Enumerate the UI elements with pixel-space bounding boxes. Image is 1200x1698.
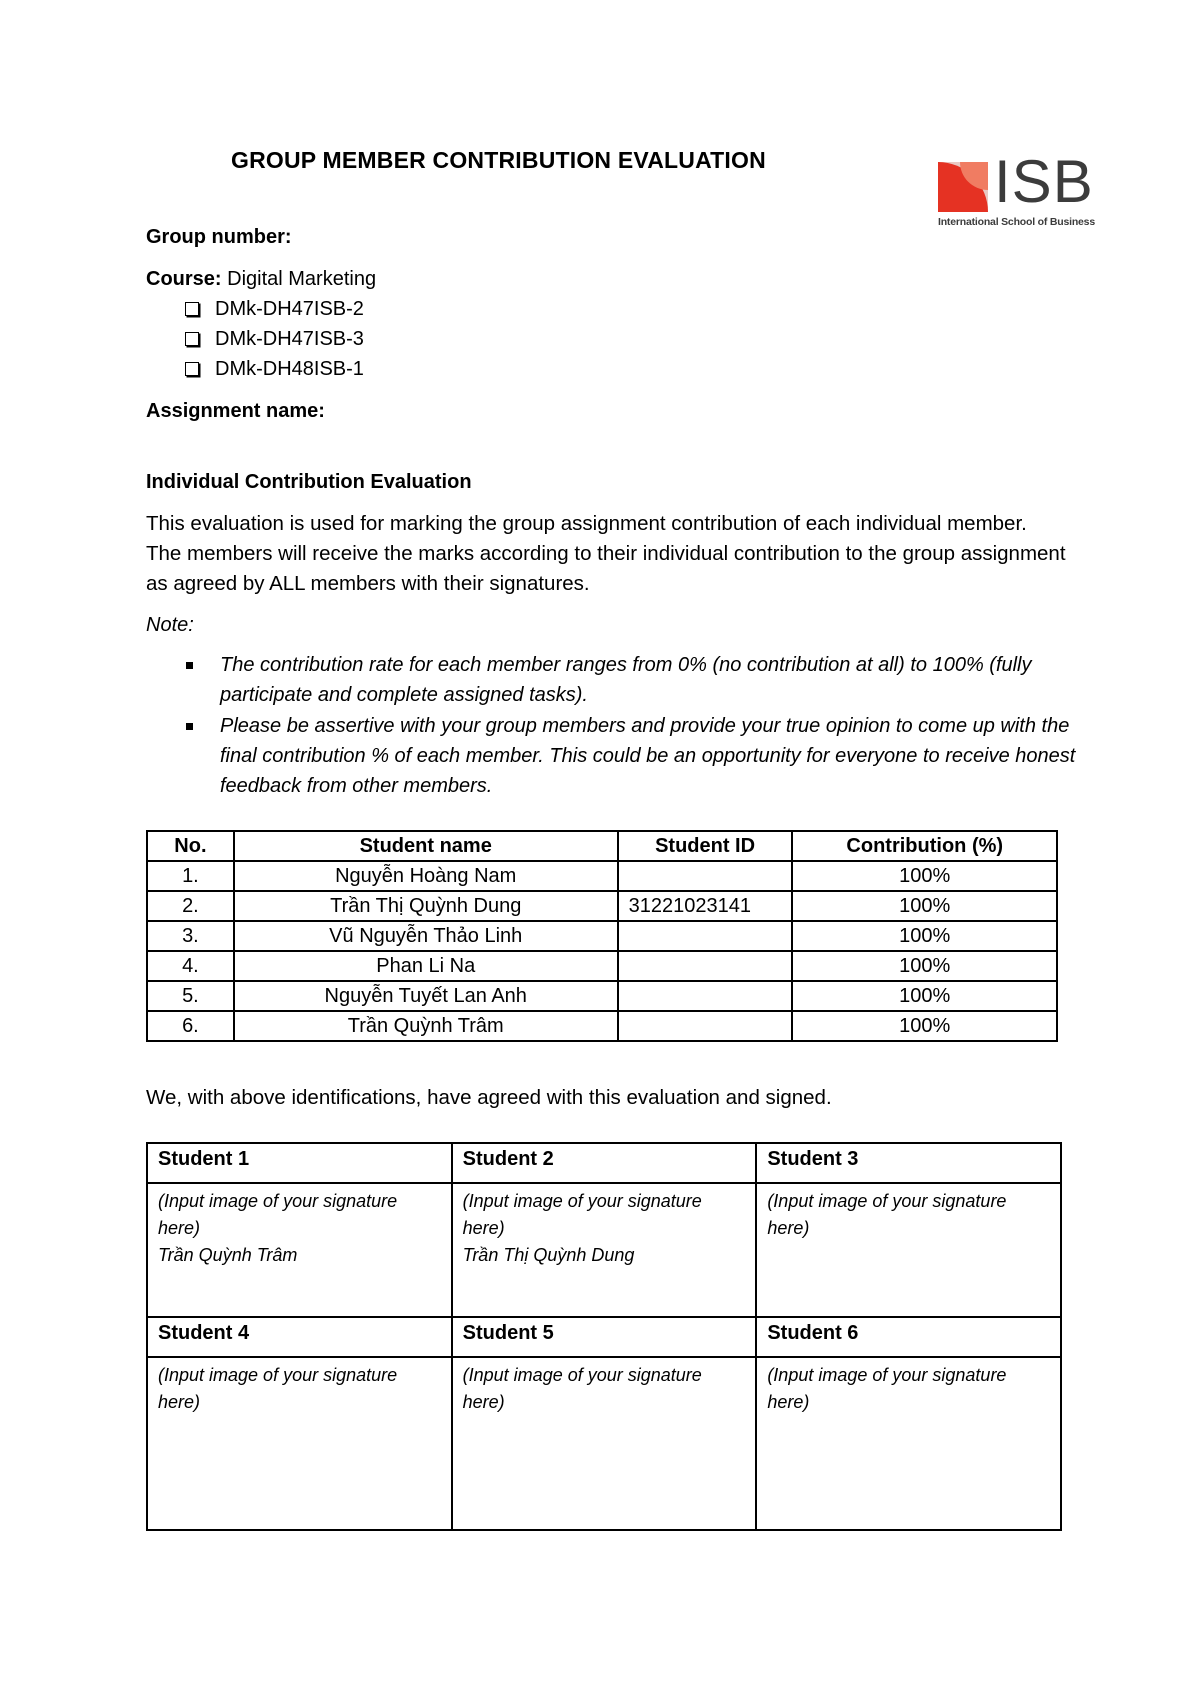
signature-row (147, 1183, 1061, 1317)
checkbox-icon[interactable] (185, 302, 199, 316)
signature-name: Trần Quỳnh Trâm (158, 1245, 298, 1265)
page-title: GROUP MEMBER CONTRIBUTION EVALUATION (231, 147, 766, 173)
signature-label: Student 4 (147, 1317, 452, 1357)
table-row (147, 981, 1057, 1011)
row-no: 2. (147, 891, 234, 921)
header-student-name: Student name (234, 831, 618, 861)
row-student-name[interactable]: Vũ Nguyễn Thảo Linh (234, 921, 618, 951)
logo-subtitle: International School of Business (938, 216, 1095, 228)
signature-placeholder: (Input image of your signature here) (462, 1365, 702, 1412)
course-option-label: DMk-DH47ISB-3 (215, 328, 364, 350)
signature-cell[interactable] (452, 1183, 757, 1317)
signature-placeholder: (Input image of your signature here) (462, 1191, 702, 1238)
header-student-id: Student ID (618, 831, 793, 861)
row-student-name[interactable]: Phan Li Na (234, 951, 618, 981)
header-no: No. (147, 831, 234, 861)
signature-cell[interactable] (147, 1357, 452, 1530)
agreement-statement: We, with above identifications, have agreed with this evaluation and signed. (146, 1086, 832, 1109)
note-text: The contribution rate for each member ranges from 0% (no contribution at all) to 100% (fully participate and complete assigned tasks). (220, 654, 1032, 706)
signature-cell[interactable] (756, 1183, 1061, 1317)
row-student-id[interactable] (618, 951, 793, 981)
course-option[interactable] (185, 358, 364, 381)
list-item (146, 711, 1076, 801)
bullet-square-icon (186, 662, 193, 669)
table-header-row (147, 831, 1057, 861)
row-contribution[interactable]: 100% (792, 981, 1057, 1011)
signature-placeholder: (Input image of your signature here) (767, 1365, 1007, 1412)
assignment-name-label: Assignment name: (146, 400, 325, 422)
row-student-name[interactable]: Nguyễn Tuyết Lan Anh (234, 981, 618, 1011)
row-contribution[interactable]: 100% (792, 891, 1057, 921)
row-contribution[interactable]: 100% (792, 861, 1057, 891)
row-student-name[interactable]: Trần Thị Quỳnh Dung (234, 891, 618, 921)
course-option-label: DMk-DH47ISB-2 (215, 298, 364, 320)
row-student-id[interactable] (618, 861, 793, 891)
course-option[interactable] (185, 298, 364, 321)
course-label: Course: (146, 268, 222, 290)
row-no: 1. (147, 861, 234, 891)
row-no: 4. (147, 951, 234, 981)
signature-table (146, 1142, 1062, 1531)
signature-label: Student 3 (756, 1143, 1061, 1183)
row-no: 6. (147, 1011, 234, 1041)
isb-logo (938, 148, 1106, 232)
signature-placeholder: (Input image of your signature here) (158, 1365, 398, 1412)
course-option[interactable] (185, 328, 364, 351)
signature-label: Student 6 (756, 1317, 1061, 1357)
signature-row (147, 1357, 1061, 1530)
table-row (147, 921, 1057, 951)
row-no: 3. (147, 921, 234, 951)
group-number-label: Group number: (146, 226, 292, 248)
contribution-table (146, 830, 1058, 1042)
note-label: Note: (146, 614, 194, 636)
signature-label: Student 1 (147, 1143, 452, 1183)
signature-cell[interactable] (147, 1183, 452, 1317)
row-student-id[interactable] (618, 1011, 793, 1041)
signature-name: Trần Thị Quỳnh Dung (462, 1245, 635, 1265)
row-contribution[interactable]: 100% (792, 951, 1057, 981)
header-contribution: Contribution (%) (792, 831, 1057, 861)
row-contribution[interactable]: 100% (792, 921, 1057, 951)
course-option-label: DMk-DH48ISB-1 (215, 358, 364, 380)
table-row (147, 951, 1057, 981)
table-row (147, 1011, 1057, 1041)
table-row (147, 861, 1057, 891)
bullet-square-icon (186, 723, 193, 730)
course-value: Digital Marketing (227, 268, 377, 290)
logo-text: ISB (994, 148, 1094, 215)
description-paragraph: This evaluation is used for marking the group assignment contribution of each individual member. The members will receive the marks according to their individual contribution to the group assignment as agreed by ALL members with their signatures. (146, 512, 1066, 595)
signature-label: Student 2 (452, 1143, 757, 1183)
signature-header-row (147, 1143, 1061, 1183)
signature-label: Student 5 (452, 1317, 757, 1357)
signature-placeholder: (Input image of your signature here) (767, 1191, 1007, 1238)
signature-cell[interactable] (452, 1357, 757, 1530)
row-student-id[interactable] (618, 921, 793, 951)
table-row (147, 891, 1057, 921)
row-student-id[interactable]: 31221023141 (618, 891, 793, 921)
checkbox-icon[interactable] (185, 362, 199, 376)
signature-placeholder: (Input image of your signature here) (158, 1191, 398, 1238)
notes-list (146, 650, 1076, 802)
signature-header-row (147, 1317, 1061, 1357)
signature-cell[interactable] (756, 1357, 1061, 1530)
row-student-id[interactable] (618, 981, 793, 1011)
course-line (146, 268, 376, 291)
row-student-name[interactable]: Trần Quỳnh Trâm (234, 1011, 618, 1041)
row-no: 5. (147, 981, 234, 1011)
list-item (146, 650, 1076, 710)
section-title: Individual Contribution Evaluation (146, 471, 472, 493)
row-contribution[interactable]: 100% (792, 1011, 1057, 1041)
note-text: Please be assertive with your group members and provide your true opinion to come up with the final contribution % of each member. This could be an opportunity for everyone to receive honest feedback from other members. (220, 715, 1076, 797)
logo-mark-icon (938, 162, 988, 212)
checkbox-icon[interactable] (185, 332, 199, 346)
row-student-name[interactable]: Nguyễn Hoàng Nam (234, 861, 618, 891)
